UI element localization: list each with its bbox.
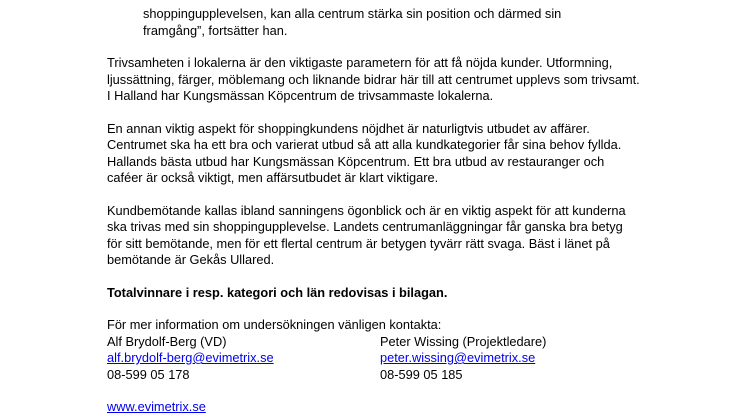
paragraph-trivsamhet: Trivsamheten i lokalerna är den viktigaste parametern för att få nöjda kunder. Utformning, ljussättning, färger, möblemang och liknande bidrar här till att centrumet upplevs som trivsamt. I Halland har Kungsmässan Köpcentrum de trivsammaste lokalerna. xyxy=(107,55,640,103)
quote-continuation-text: shoppingupplevelsen, kan alla centrum stärka sin position och därmed sin framgång”, fortsätter han. xyxy=(143,6,562,38)
contact-email-cell-right xyxy=(380,350,640,367)
website-link[interactable]: www.evimetrix.se xyxy=(107,399,206,414)
contact-name-right: Peter Wissing (Projektledare) xyxy=(380,333,547,349)
spacer xyxy=(107,39,640,55)
contact-email-link-right[interactable]: peter.wissing@evimetrix.se xyxy=(380,350,536,365)
contact-name-left: Alf Brydolf-Berg (VD) xyxy=(107,333,227,349)
contact-intro: För mer information om undersökningen vänligen kontakta: xyxy=(107,317,442,332)
spacer xyxy=(107,269,640,285)
website-row xyxy=(107,399,640,416)
paragraph-kundbemotande: Kundbemötande kallas ibland sanningens ögonblick och är en viktig aspekt för att kunderna ska trivas med sin shoppingupplevelse. Landets centrumanläggningar får ganska bra betyg för sitt bemötande, men för ett flertal centrum är betygen tyvärr rätt svaga. Bäst i länet på bemötande är Gekås Ullared. xyxy=(107,202,626,267)
contact-phone-right: 08-599 05 185 xyxy=(380,366,463,382)
contact-phone-left: 08-599 05 178 xyxy=(107,366,190,382)
summary-bold-line: Totalvinnare i resp. kategori och län redovisas i bilagan. xyxy=(107,284,448,300)
spacer xyxy=(107,301,640,317)
spacer xyxy=(107,105,640,121)
contact-email-cell-left xyxy=(107,350,380,367)
spacer xyxy=(107,383,640,399)
contact-block xyxy=(107,334,640,384)
contact-email-link-left[interactable]: alf.brydolf-berg@evimetrix.se xyxy=(107,350,274,365)
spacer xyxy=(107,187,640,203)
paragraph-utbud: En annan viktig aspekt för shoppingkundens nöjdhet är naturligtvis utbudet av affärer. Centrumet ska ha ett bra och varierat utbud så att alla kundkategorier får sina behov fyllda. Hallands bästa utbud har Kungsmässan Köpcentrum. Ett bra utbud av restauranger och caféer är också viktigt, men affärsutbudet är klart viktigare. xyxy=(107,120,622,185)
